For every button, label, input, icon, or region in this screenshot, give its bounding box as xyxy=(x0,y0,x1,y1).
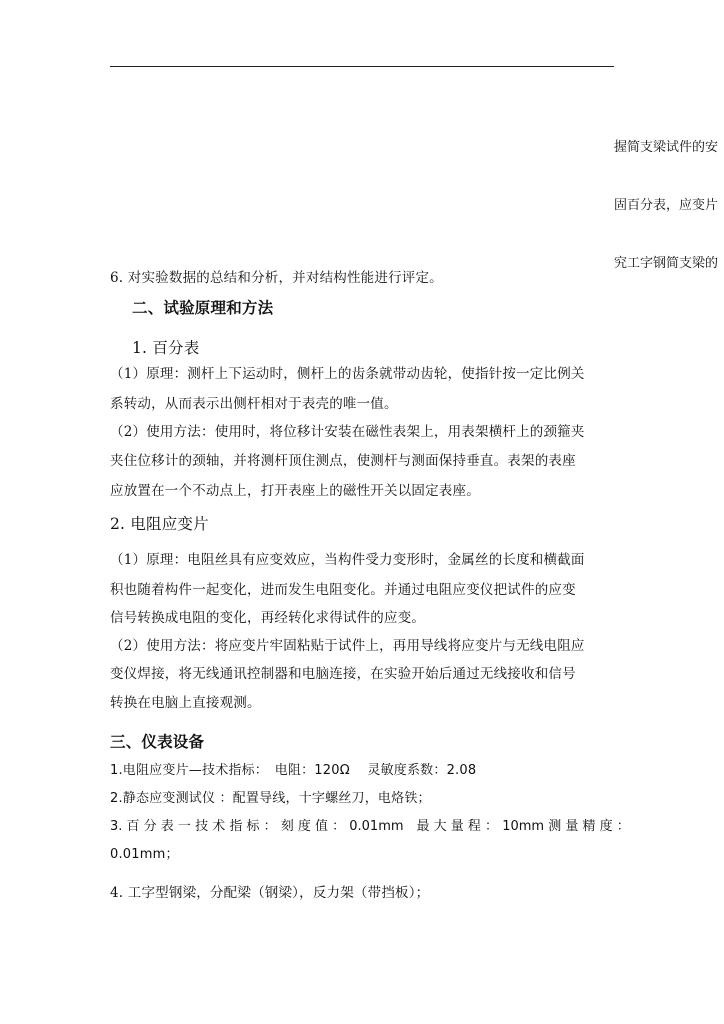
subsection-heading-strain-gauge: 2. 电阻应变片 xyxy=(110,515,209,533)
equipment-item-3: 3. 百 分 表 一 技 术 指 标 ： 刻 度 值 ： 0.01mm 最 大 量 程 ： 10mm 测 量 精 度 ： xyxy=(110,819,630,834)
section-heading-equipment: 三、仪表设备 xyxy=(110,733,205,751)
paragraph-line: 转换在电脑上直接观测。 xyxy=(110,695,261,711)
side-fragment: 握简支梁试件的安 xyxy=(614,140,719,155)
paragraph-line: 系转动，从而表示出侧杆相对于表壳的唯一值。 xyxy=(110,396,398,412)
paragraph-line: 积也随着构件一起变化，进而发生电阻变化。并通过电阻应变仪把试件的应变 xyxy=(110,582,576,598)
equipment-item-1: 1.电阻应变片—技术指标： 电阻：120Ω 灵敏度系数：2.08 xyxy=(110,763,477,778)
equipment-item-2: 2.静态应变测试仪 ：配置导线，十字螺丝刀，电烙铁； xyxy=(110,791,431,806)
header-rule xyxy=(110,66,614,67)
paragraph-line: 夹住位移计的颈轴，并将测杆顶住测点，使测杆与测面保持垂直。表架的表座 xyxy=(110,453,576,469)
paragraph-line: （1）原理：电阻丝具有应变效应，当构件受力变形时，金属丝的长度和横截面 xyxy=(110,552,585,568)
side-fragment: 究工字钢简支梁的 xyxy=(614,256,719,271)
subsection-heading-dial-gauge: 1. 百分表 xyxy=(132,339,200,357)
equipment-item-3-cont: 0.01mm； xyxy=(110,847,179,862)
paragraph-line: （2）使用方法：将应变片牢固粘贴于试件上，再用导线将应变片与无线电阻应 xyxy=(110,638,585,654)
equipment-item-4: 4. 工字型钢梁，分配梁（钢梁），反力架（带挡板）； xyxy=(110,885,430,901)
section-heading-principle: 二、试验原理和方法 xyxy=(132,299,274,317)
objective-item-6: 6. 对实验数据的总结和分析，并对结构性能进行评定。 xyxy=(110,270,443,286)
paragraph-line: 应放置在一个不动点上，打开表座上的磁性开关以固定表座。 xyxy=(110,483,480,499)
paragraph-line: （2）使用方法：使用时，将位移计安装在磁性表架上，用表架横杆上的颈箍夹 xyxy=(110,424,585,440)
paragraph-line: 信号转换成电阻的变化，再经转化求得试件的应变。 xyxy=(110,610,426,626)
side-fragment: 固百分表，应变片 xyxy=(614,198,719,213)
paragraph-line: （1）原理：测杆上下运动时，侧杆上的齿条就带动齿轮，使指针按一定比例关 xyxy=(110,366,585,382)
paragraph-line: 变仪焊接，将无线通讯控制器和电脑连接，在实验开始后通过无线接收和信号 xyxy=(110,666,576,682)
